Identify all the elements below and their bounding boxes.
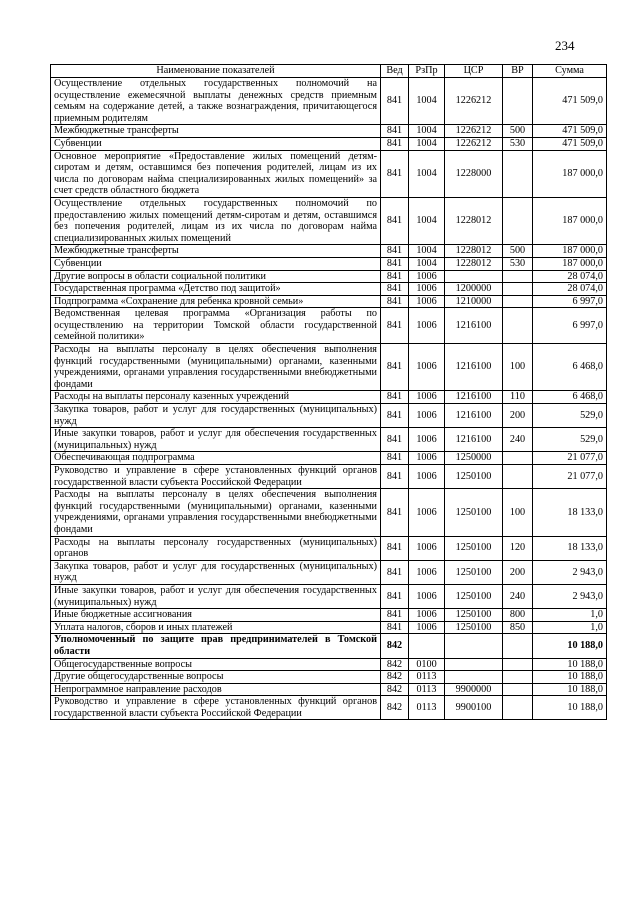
table-row xyxy=(51,197,607,244)
cell-csr: 9900000 xyxy=(445,683,503,696)
cell-ved: 841 xyxy=(381,621,409,634)
cell-csr: 1250100 xyxy=(445,609,503,622)
cell-sum: 471 509,0 xyxy=(533,125,607,138)
cell-sum: 187 000,0 xyxy=(533,245,607,258)
cell-name: Руководство и управление в сфере установленных функций органов государственной власти субъекта Российской Федерации xyxy=(51,696,381,720)
cell-rzpr: 1006 xyxy=(409,428,445,452)
cell-vr: 800 xyxy=(503,609,533,622)
cell-name: Государственная программа «Детство под защитой» xyxy=(51,283,381,296)
cell-sum: 21 077,0 xyxy=(533,452,607,465)
cell-ved: 842 xyxy=(381,671,409,684)
table-row xyxy=(51,560,607,584)
cell-ved: 841 xyxy=(381,536,409,560)
cell-csr xyxy=(445,270,503,283)
cell-vr xyxy=(503,696,533,720)
cell-rzpr: 1004 xyxy=(409,78,445,125)
table-row xyxy=(51,621,607,634)
cell-vr: 200 xyxy=(503,560,533,584)
table-row xyxy=(51,283,607,296)
cell-csr: 1250100 xyxy=(445,584,503,608)
table-row xyxy=(51,137,607,150)
cell-sum: 6 997,0 xyxy=(533,308,607,344)
cell-vr xyxy=(503,465,533,489)
cell-sum: 10 188,0 xyxy=(533,683,607,696)
cell-csr xyxy=(445,658,503,671)
cell-csr: 1228012 xyxy=(445,245,503,258)
cell-name: Обеспечивающая подпрограмма xyxy=(51,452,381,465)
cell-ved: 841 xyxy=(381,270,409,283)
cell-rzpr: 0113 xyxy=(409,671,445,684)
cell-name: Ведомственная целевая программа «Организация работы по осуществлению на территории Томской области государственной семейной политики» xyxy=(51,308,381,344)
cell-ved: 842 xyxy=(381,696,409,720)
cell-rzpr: 1006 xyxy=(409,536,445,560)
cell-ved: 842 xyxy=(381,634,409,658)
cell-vr: 500 xyxy=(503,125,533,138)
cell-vr: 530 xyxy=(503,137,533,150)
cell-vr xyxy=(503,308,533,344)
cell-ved: 842 xyxy=(381,658,409,671)
cell-sum: 529,0 xyxy=(533,428,607,452)
cell-sum: 471 509,0 xyxy=(533,78,607,125)
cell-vr: 850 xyxy=(503,621,533,634)
cell-sum: 28 074,0 xyxy=(533,270,607,283)
cell-name: Общегосударственные вопросы xyxy=(51,658,381,671)
cell-sum: 10 188,0 xyxy=(533,696,607,720)
cell-name: Подпрограмма «Сохранение для ребенка кровной семьи» xyxy=(51,295,381,308)
cell-ved: 841 xyxy=(381,560,409,584)
table-row xyxy=(51,428,607,452)
cell-name: Осуществление отдельных государственных полномочий по предоставлению жилых помещений детям-сиротам и детям, оставшимся без попечения родителей, лицам из их числа по договорам найма специализированных жилых помещений xyxy=(51,197,381,244)
cell-vr: 100 xyxy=(503,489,533,536)
table-row xyxy=(51,391,607,404)
cell-csr: 1250100 xyxy=(445,560,503,584)
table-row xyxy=(51,489,607,536)
cell-vr: 100 xyxy=(503,344,533,391)
cell-csr: 1250000 xyxy=(445,452,503,465)
cell-name: Расходы на выплаты персоналу государственных (муниципальных) органов xyxy=(51,536,381,560)
cell-csr: 1250100 xyxy=(445,465,503,489)
table-row xyxy=(51,609,607,622)
cell-name: Расходы на выплаты персоналу казенных учреждений xyxy=(51,391,381,404)
cell-csr: 1228000 xyxy=(445,150,503,197)
cell-name: Руководство и управление в сфере установленных функций органов государственной власти субъекта Российской Федерации xyxy=(51,465,381,489)
cell-vr: 120 xyxy=(503,536,533,560)
cell-sum: 6 997,0 xyxy=(533,295,607,308)
cell-rzpr: 1004 xyxy=(409,137,445,150)
cell-rzpr: 1006 xyxy=(409,489,445,536)
cell-rzpr: 1006 xyxy=(409,283,445,296)
cell-sum: 10 188,0 xyxy=(533,671,607,684)
cell-vr: 200 xyxy=(503,404,533,428)
cell-vr xyxy=(503,270,533,283)
cell-csr: 1210000 xyxy=(445,295,503,308)
table-row xyxy=(51,257,607,270)
cell-rzpr: 1006 xyxy=(409,621,445,634)
cell-sum: 2 943,0 xyxy=(533,560,607,584)
cell-ved: 841 xyxy=(381,137,409,150)
cell-rzpr: 0113 xyxy=(409,696,445,720)
cell-rzpr: 1006 xyxy=(409,465,445,489)
cell-vr xyxy=(503,283,533,296)
cell-rzpr: 1006 xyxy=(409,308,445,344)
cell-csr: 1216100 xyxy=(445,344,503,391)
table-row xyxy=(51,634,607,658)
cell-ved: 841 xyxy=(381,295,409,308)
table-row xyxy=(51,671,607,684)
cell-name: Межбюджетные трансферты xyxy=(51,125,381,138)
cell-name: Непрограммное направление расходов xyxy=(51,683,381,696)
cell-sum: 6 468,0 xyxy=(533,391,607,404)
cell-csr: 1228012 xyxy=(445,257,503,270)
cell-ved: 842 xyxy=(381,683,409,696)
cell-sum: 18 133,0 xyxy=(533,489,607,536)
cell-ved: 841 xyxy=(381,404,409,428)
table-row xyxy=(51,295,607,308)
cell-csr: 1250100 xyxy=(445,536,503,560)
cell-sum: 10 188,0 xyxy=(533,658,607,671)
cell-rzpr: 1006 xyxy=(409,452,445,465)
cell-sum: 10 188,0 xyxy=(533,634,607,658)
cell-rzpr: 1006 xyxy=(409,609,445,622)
cell-ved: 841 xyxy=(381,489,409,536)
cell-ved: 841 xyxy=(381,78,409,125)
budget-table xyxy=(50,64,607,720)
cell-csr: 1228012 xyxy=(445,197,503,244)
cell-sum: 18 133,0 xyxy=(533,536,607,560)
table-row xyxy=(51,696,607,720)
cell-rzpr: 1006 xyxy=(409,344,445,391)
cell-rzpr: 1004 xyxy=(409,197,445,244)
table-header-row xyxy=(51,65,607,78)
cell-ved: 841 xyxy=(381,197,409,244)
table-row xyxy=(51,344,607,391)
cell-sum: 2 943,0 xyxy=(533,584,607,608)
cell-name: Другие общегосударственные вопросы xyxy=(51,671,381,684)
cell-vr xyxy=(503,671,533,684)
header-sum: Сумма xyxy=(533,65,607,78)
table-row xyxy=(51,465,607,489)
cell-name: Уполномоченный по защите прав предпринимателей в Томской области xyxy=(51,634,381,658)
cell-vr xyxy=(503,452,533,465)
cell-vr xyxy=(503,634,533,658)
table-row xyxy=(51,245,607,258)
cell-csr: 1226212 xyxy=(445,125,503,138)
cell-sum: 28 074,0 xyxy=(533,283,607,296)
cell-ved: 841 xyxy=(381,584,409,608)
table-row xyxy=(51,584,607,608)
cell-csr: 1216100 xyxy=(445,404,503,428)
cell-sum: 187 000,0 xyxy=(533,197,607,244)
table-row xyxy=(51,125,607,138)
cell-csr: 1226212 xyxy=(445,137,503,150)
cell-rzpr: 1006 xyxy=(409,560,445,584)
cell-ved: 841 xyxy=(381,609,409,622)
cell-sum: 6 468,0 xyxy=(533,344,607,391)
cell-ved: 841 xyxy=(381,308,409,344)
cell-csr: 1216100 xyxy=(445,428,503,452)
cell-sum: 21 077,0 xyxy=(533,465,607,489)
cell-name: Субвенции xyxy=(51,137,381,150)
cell-vr xyxy=(503,295,533,308)
cell-ved: 841 xyxy=(381,125,409,138)
cell-ved: 841 xyxy=(381,245,409,258)
header-rzpr: РзПр xyxy=(409,65,445,78)
table-row xyxy=(51,658,607,671)
header-name: Наименование показателей xyxy=(51,65,381,78)
cell-csr: 1216100 xyxy=(445,391,503,404)
cell-rzpr: 1004 xyxy=(409,257,445,270)
cell-csr: 1216100 xyxy=(445,308,503,344)
cell-csr xyxy=(445,671,503,684)
cell-ved: 841 xyxy=(381,391,409,404)
cell-sum: 529,0 xyxy=(533,404,607,428)
cell-name: Иные закупки товаров, работ и услуг для обеспечения государственных (муниципальных) нужд xyxy=(51,584,381,608)
cell-vr: 240 xyxy=(503,584,533,608)
cell-ved: 841 xyxy=(381,150,409,197)
cell-csr: 1226212 xyxy=(445,78,503,125)
table-row xyxy=(51,683,607,696)
cell-name: Расходы на выплаты персоналу в целях обеспечения выполнения функций государственными (муниципальными) органами, казенными учреждениями, органами управления государственными внебюджетными фондами xyxy=(51,344,381,391)
cell-sum: 1,0 xyxy=(533,609,607,622)
cell-csr: 9900100 xyxy=(445,696,503,720)
cell-ved: 841 xyxy=(381,283,409,296)
cell-csr: 1250100 xyxy=(445,489,503,536)
cell-vr: 240 xyxy=(503,428,533,452)
cell-rzpr: 1006 xyxy=(409,584,445,608)
table-body xyxy=(51,78,607,720)
cell-name: Закупка товаров, работ и услуг для государственных (муниципальных) нужд xyxy=(51,404,381,428)
cell-rzpr: 1006 xyxy=(409,295,445,308)
cell-rzpr: 1006 xyxy=(409,404,445,428)
cell-ved: 841 xyxy=(381,428,409,452)
cell-ved: 841 xyxy=(381,344,409,391)
cell-rzpr: 1006 xyxy=(409,391,445,404)
table-row xyxy=(51,78,607,125)
cell-rzpr xyxy=(409,634,445,658)
cell-name: Субвенции xyxy=(51,257,381,270)
table-row xyxy=(51,150,607,197)
cell-csr: 1200000 xyxy=(445,283,503,296)
cell-vr xyxy=(503,150,533,197)
cell-sum: 187 000,0 xyxy=(533,150,607,197)
cell-name: Осуществление отдельных государственных полномочий на осуществление ежемесячной выплаты денежных средств приемным семьям на содержание детей, а также вознаграждения, причитающегося приемным родителям xyxy=(51,78,381,125)
cell-rzpr: 1004 xyxy=(409,150,445,197)
header-vr: ВР xyxy=(503,65,533,78)
header-csr: ЦСР xyxy=(445,65,503,78)
table-row xyxy=(51,270,607,283)
table-row xyxy=(51,404,607,428)
table-row xyxy=(51,308,607,344)
cell-rzpr: 1006 xyxy=(409,270,445,283)
cell-name: Основное мероприятие «Предоставление жилых помещений детям-сиротам и детям, оставшимся без попечения родителей, лицам из их числа по договорам найма специализированных жилых помещений» за счет средств областного бюджета xyxy=(51,150,381,197)
cell-name: Иные закупки товаров, работ и услуг для обеспечения государственных (муниципальных) нужд xyxy=(51,428,381,452)
cell-vr: 110 xyxy=(503,391,533,404)
cell-rzpr: 0113 xyxy=(409,683,445,696)
cell-name: Иные бюджетные ассигнования xyxy=(51,609,381,622)
cell-vr xyxy=(503,197,533,244)
cell-ved: 841 xyxy=(381,452,409,465)
cell-csr: 1250100 xyxy=(445,621,503,634)
cell-sum: 187 000,0 xyxy=(533,257,607,270)
cell-name: Другие вопросы в области социальной политики xyxy=(51,270,381,283)
cell-rzpr: 0100 xyxy=(409,658,445,671)
cell-rzpr: 1004 xyxy=(409,125,445,138)
cell-vr xyxy=(503,683,533,696)
cell-vr: 530 xyxy=(503,257,533,270)
cell-name: Уплата налогов, сборов и иных платежей xyxy=(51,621,381,634)
cell-rzpr: 1004 xyxy=(409,245,445,258)
cell-name: Расходы на выплаты персоналу в целях обеспечения выполнения функций государственными (муниципальными) органами, казенными учреждениями, органами управления государственными внебюджетными фондами xyxy=(51,489,381,536)
cell-sum: 1,0 xyxy=(533,621,607,634)
cell-vr xyxy=(503,78,533,125)
page-number: 234 xyxy=(555,38,575,53)
cell-name: Межбюджетные трансферты xyxy=(51,245,381,258)
cell-sum: 471 509,0 xyxy=(533,137,607,150)
cell-ved: 841 xyxy=(381,465,409,489)
header-ved: Вед xyxy=(381,65,409,78)
cell-vr: 500 xyxy=(503,245,533,258)
table-row xyxy=(51,536,607,560)
cell-csr xyxy=(445,634,503,658)
cell-ved: 841 xyxy=(381,257,409,270)
cell-vr xyxy=(503,658,533,671)
cell-name: Закупка товаров, работ и услуг для государственных (муниципальных) нужд xyxy=(51,560,381,584)
table-row xyxy=(51,452,607,465)
